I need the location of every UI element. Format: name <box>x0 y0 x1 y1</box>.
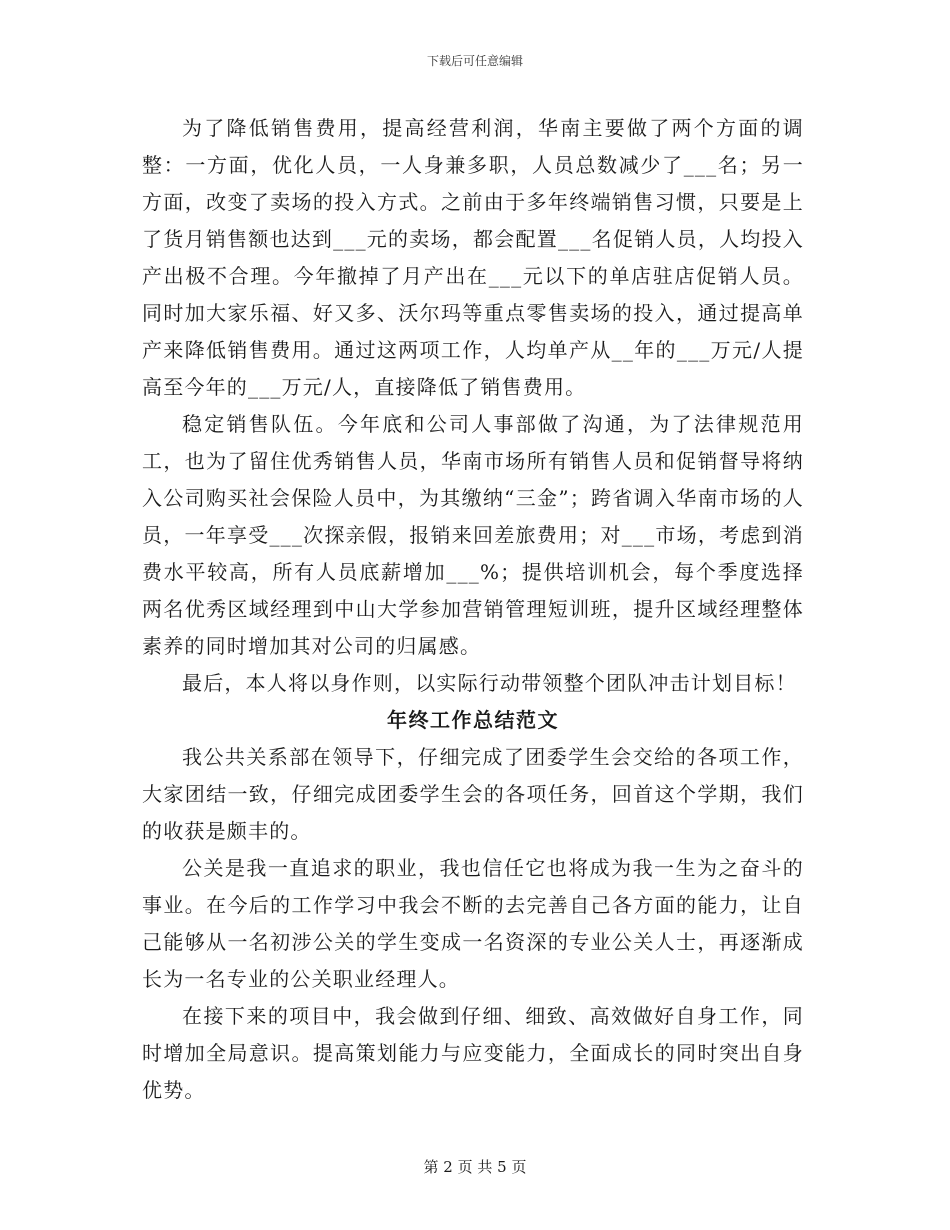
page-header-note: 下载后可任意编辑 <box>426 54 523 68</box>
paragraph-pr-career: 公关是我一直追求的职业，我也信任它也将成为我一生为之奋斗的事业。在今后的工作学习中我会不断的去完善自己各方面的能力，让自己能够从一名初涉公关的学生变成一名资深的专业公关人士，再逐渐成长为一名专业的公关职业经理人。 <box>142 856 804 991</box>
document-body <box>142 110 804 1109</box>
paragraph-pr-intro: 我公共关系部在领导下，仔细完成了团委学生会交给的各项工作，大家团结一致，仔细完成团委学生会的各项任务，回首这个学期，我们的收获是颇丰的。 <box>142 745 804 843</box>
paragraph-pr-next-steps: 在接下来的项目中，我会做到仔细、细致、高效做好自身工作，同时增加全局意识。提高策划能力与应变能力，全面成长的同时突出自身优势。 <box>142 1004 804 1102</box>
paragraph-cost-adjustment: 为了降低销售费用，提高经营利润，华南主要做了两个方面的调整：一方面，优化人员，一人身兼多职，人员总数减少了___名；另一方面，改变了卖场的投入方式。之前由于多年终端销售习惯，只要是上了货月销售额也达到___元的卖场，都会配置___名促销人员，人均投入产出极不合理。今年撤掉了月产出在___元以下的单店驻店促销人员。同时加大家乐福、好又多、沃尔玛等重点零售卖场的投入，通过提高单产来降低销售费用。通过这两项工作，人均单产从__年的___万元/人提高至今年的___万元/人，直接降低了销售费用。 <box>142 116 804 399</box>
section-title: 年终工作总结范文 <box>387 708 559 732</box>
paragraph-stable-team: 稳定销售队伍。今年底和公司人事部做了沟通，为了法律规范用工，也为了留住优秀销售人员，华南市场所有销售人员和促销督导将纳入公司购买社会保险人员中，为其缴纳“三金”；跨省调入华南市场的人员，一年享受___次探亲假，报销来回差旅费用；对___市场，考虑到消费水平较高，所有人员底薪增加___%；提供培训机会，每个季度选择两名优秀区域经理到中山大学参加营销管理短训班，提升区域经理整体素养的同时增加其对公司的归属感。 <box>142 412 804 658</box>
page-number: 第 2 页 共 5 页 <box>423 1158 527 1176</box>
paragraph-closing: 最后，本人将以身作则，以实际行动带领整个团队冲击计划目标！ <box>182 671 797 695</box>
